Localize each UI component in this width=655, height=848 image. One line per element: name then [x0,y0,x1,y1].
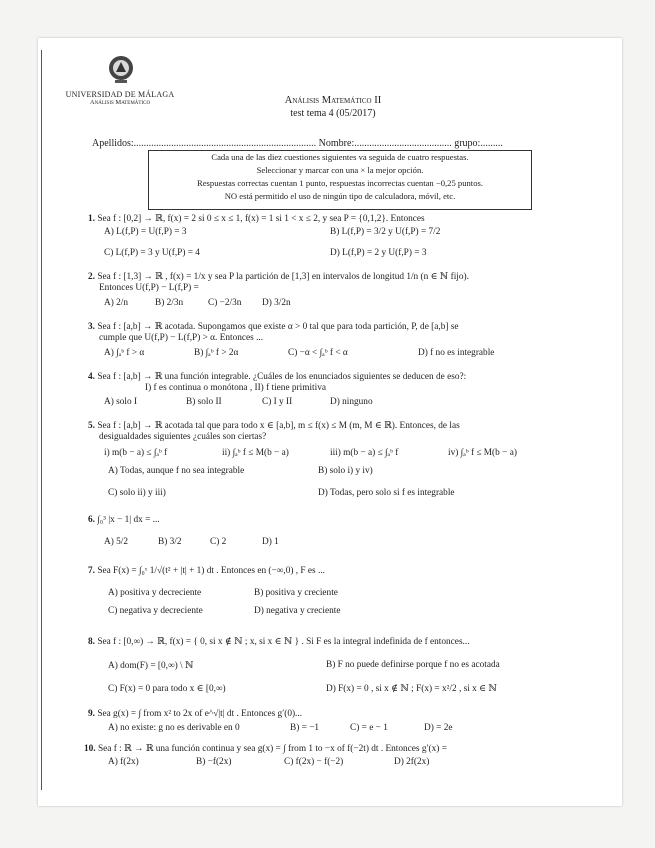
statement: ii) ∫ₐᵇ f ≤ M(b − a) [222,448,289,458]
test-title: test tema 4 (05/2017) [290,108,376,119]
option[interactable]: C) L(f,P) = 3 y U(f,P) = 4 [104,248,200,258]
option[interactable]: B) F no puede definirse porque f no es acotada [326,660,500,670]
option[interactable]: A) positiva y decreciente [108,588,202,598]
grupo-label: grupo: [454,138,481,149]
question-7: 7. Sea F(x) = ∫₀ˣ 1/√(t² + |t| + 1) dt . Entonces en (−∞,0) , F es ... [88,566,325,576]
question-5: 5. Sea f : [a,b] → ℝ acotada tal que para todo x ∈ [a,b], m ≤ f(x) ≤ M (m, M ∈ ℝ). Entonces, de las [88,421,460,431]
option[interactable]: A) dom(F) = [0,∞) \ ℕ [108,661,194,671]
apellidos-field[interactable]: ......................................................................... [133,138,317,149]
grupo-field[interactable]: ......... [480,138,503,149]
question-3: 3. Sea f : [a,b] → ℝ acotada. Supongamos que existe α > 0 tal que para toda partición, P, de [a,b] se [88,322,459,332]
option[interactable]: A) ∫ₐᵇ f > α [104,348,145,358]
option[interactable]: A) L(f,P) = U(f,P) = 3 [104,227,187,237]
department-name: Análisis Matemático [89,99,151,106]
option[interactable]: C) −α < ∫ₐᵇ f < α [288,348,348,358]
scan-edge [41,50,42,790]
option[interactable]: D) L(f,P) = 2 y U(f,P) = 3 [330,248,427,258]
option[interactable]: D) 1 [262,537,279,547]
option[interactable]: A) Todas, aunque f no sea integrable [108,466,245,476]
option[interactable]: C) −2/3n [208,298,242,308]
option[interactable]: C) I y II [262,397,293,407]
identification-line [92,138,503,149]
question-3-cont: cumple que U(f,P) − L(f,P) > α. Entonces ... [99,333,264,343]
question-8: 8. Sea f : [0,∞) → ℝ, f(x) = { 0, si x ∉ ℕ ; x, si x ∈ ℕ } . Si F es la integral indefinida de f entonces... [88,637,470,647]
instruction-line: NO está permitido el uso de ningún tipo de calculadora, móvil, etc. [224,191,456,201]
instruction-line: Respuestas correctas cuentan 1 punto, respuestas incorrectas cuentan −0,25 puntos. [197,178,483,188]
option[interactable]: B) = −1 [290,723,320,733]
question-5-cont: desigualdades siguientes ¿cuáles son ciertas? [99,432,267,442]
option[interactable]: C) 2 [210,537,227,547]
statement: iii) m(b − a) ≤ ∫ₐᵇ f [330,448,399,458]
question-6: 6. ∫₀³ |x − 1| dx = ... [88,515,160,525]
option[interactable]: A) 5/2 [104,537,129,547]
option[interactable]: C) solo ii) y iii) [108,488,166,498]
option[interactable]: C) negativa y decreciente [108,606,203,616]
option[interactable]: C) f(2x) − f(−2) [284,757,344,767]
question-1: 1. Sea f : [0,2] → ℝ, f(x) = 2 si 0 ≤ x ≤ 1, f(x) = 1 si 1 < x ≤ 2, y sea P = {0,1,2}. Entonces [88,214,425,224]
option[interactable]: B) solo II [186,397,222,407]
option[interactable]: D) F(x) = 0 , si x ∉ ℕ ; F(x) = x²/2 , si x ∈ ℕ [326,684,497,694]
instruction-line: Seleccionar y marcar con una × la mejor opción. [256,165,424,175]
option[interactable]: B) 3/2 [158,537,182,547]
option[interactable]: B) solo i) y iv) [318,466,373,476]
option[interactable]: B) 2/3n [155,298,184,308]
option[interactable]: D) Todas, pero solo si f es integrable [318,488,455,498]
question-4-cont: I) f es continua o monótona , II) f tiene primitiva [145,383,326,393]
option[interactable]: D) 2f(2x) [394,757,430,767]
statement: iv) ∫ₐᵇ f ≤ M(b − a) [448,448,517,458]
nombre-field[interactable]: ....................................... [354,138,452,149]
option[interactable]: D) ninguno [330,397,373,407]
question-2: 2. Sea f : [1,3] → ℝ , f(x) = 1/x y sea P la partición de [1,3] en intervalos de longitud 1/n (n ∈ ℕ fijo). [88,272,469,282]
question-4: 4. Sea f : [a,b] → ℝ una función integrable. ¿Cuáles de los enunciados siguientes se deducen de eso?: [88,372,467,382]
question-10: 10. Sea f : ℝ → ℝ una función continua y sea g(x) = ∫ from 1 to −x of f(−2t) dt . Entonces g′(x) = [84,744,447,754]
instructions-box [148,150,532,210]
option[interactable]: A) solo I [104,397,138,407]
apellidos-label: Apellidos: [92,138,134,149]
option[interactable]: C) F(x) = 0 para todo x ∈ [0,∞) [108,684,226,694]
option[interactable]: B) −f(2x) [196,757,232,767]
option[interactable]: B) L(f,P) = 3/2 y U(f,P) = 7/2 [330,227,441,237]
option[interactable]: C) = e − 1 [350,723,388,733]
option[interactable]: A) f(2x) [108,757,139,767]
question-9: 9. Sea g(x) = ∫ from x² to 2x of e^√|t| dt . Entonces g′(0)... [88,709,303,719]
option[interactable]: A) no existe: g no es derivable en 0 [108,723,240,733]
option[interactable]: D) = 2e [424,723,453,733]
question-2-cont: Entonces U(f,P) − L(f,P) = [99,283,199,293]
university-seal-icon [107,54,135,84]
option[interactable]: D) f no es integrable [418,348,495,358]
course-title: Análisis Matemático II [284,95,382,106]
option[interactable]: D) 3/2n [262,298,291,308]
university-name: UNIVERSIDAD DE MÁLAGA [65,90,175,99]
nombre-label: Nombre: [318,138,355,149]
option[interactable]: A) 2/n [104,298,129,308]
option[interactable]: B) positiva y creciente [254,588,338,598]
option[interactable]: D) negativa y creciente [254,606,341,616]
instruction-line: Cada una de las diez cuestiones siguientes va seguida de cuatro respuestas. [211,152,469,162]
option[interactable]: B) ∫ₐᵇ f > 2α [194,348,239,358]
statement: i) m(b − a) ≤ ∫ₐᵇ f [104,448,168,458]
